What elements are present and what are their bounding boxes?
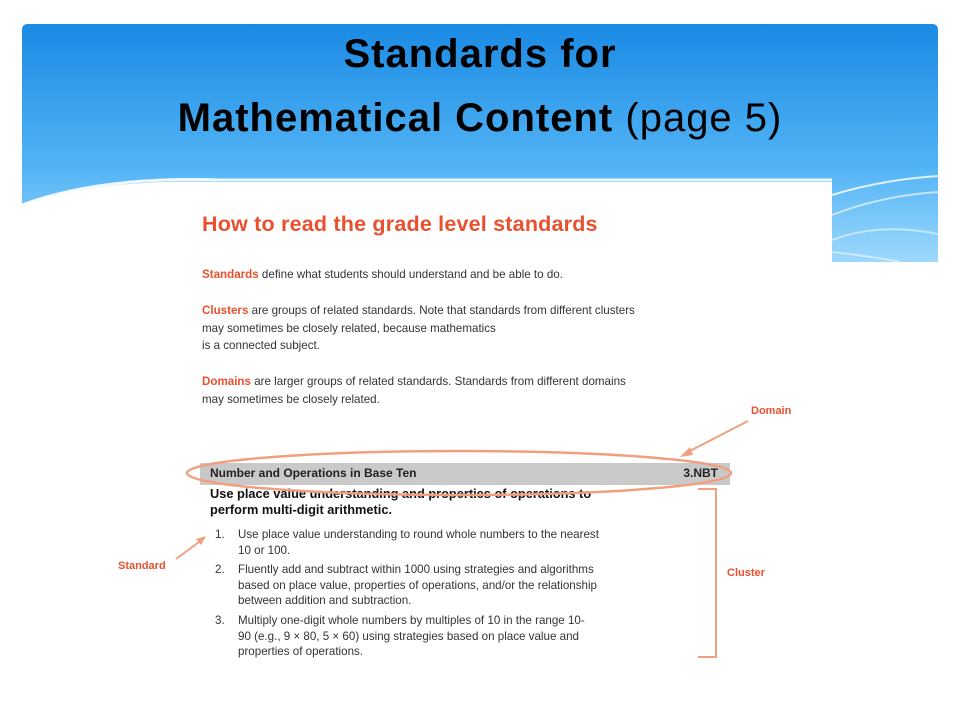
clusters-text-3: is a connected subject. <box>202 339 320 352</box>
clusters-text-1: are groups of related standards. Note that standards from different clusters <box>248 304 635 317</box>
clusters-text-2: may sometimes be closely related, because mathematics <box>202 321 496 335</box>
standard-item <box>215 527 695 558</box>
title-line-2 <box>20 86 940 150</box>
domain-bar <box>200 463 730 485</box>
standard-item <box>215 613 695 660</box>
domain-callout-label: Domain <box>751 405 792 417</box>
domains-term: Domains <box>202 375 251 388</box>
standard-line: 10 or 100. <box>238 543 291 557</box>
standard-line: Multiply one-digit whole numbers by multiples of 10 in the range 10- <box>238 614 585 627</box>
standard-line: Use place value understanding to round whole numbers to the nearest <box>238 528 599 541</box>
clusters-term: Clusters <box>202 304 249 317</box>
title-line-1: Standards for <box>343 32 617 76</box>
standard-number: 1. <box>215 528 225 541</box>
standard-line: Fluently add and subtract within 1000 using strategies and algorithms <box>238 563 594 576</box>
standard-number: 3. <box>215 614 225 627</box>
domains-text-1: are larger groups of related standards. Standards from different domains <box>250 375 626 388</box>
standards-definition <box>202 266 732 284</box>
standard-callout-label: Standard <box>118 560 166 572</box>
domain-name: Number and Operations in Base Ten <box>210 466 417 480</box>
cluster-callout-label: Cluster <box>727 567 765 579</box>
domain-code: 3.NBT <box>683 466 718 480</box>
standard-line: properties of operations. <box>238 645 364 658</box>
domains-text-2: may sometimes be closely related. <box>202 392 380 406</box>
standard-line: between addition and subtraction. <box>238 594 412 607</box>
standards-document-excerpt <box>188 182 832 670</box>
standards-term: Standards <box>202 268 259 281</box>
page-reference: (page 5) <box>625 96 783 140</box>
title-bold-text: Mathematical Content <box>177 96 614 140</box>
standard-line: 90 (e.g., 9 × 80, 5 × 60) using strategies based on place value and <box>238 629 579 643</box>
slide-title <box>20 22 940 150</box>
standard-item <box>215 562 695 609</box>
cluster-heading <box>210 486 690 517</box>
standard-number: 2. <box>215 563 225 576</box>
standards-text: define what students should understand and be able to do. <box>258 268 563 281</box>
cluster-heading-line-2: perform multi-digit arithmetic. <box>210 501 393 517</box>
cluster-heading-line-1: Use place value understanding and properties of operations to <box>210 486 592 501</box>
document-heading: How to read the grade level standards <box>202 212 598 236</box>
clusters-definition <box>202 302 732 355</box>
standard-line: based on place value, properties of operations, and/or the relationship <box>238 578 597 592</box>
domains-definition <box>202 373 732 408</box>
